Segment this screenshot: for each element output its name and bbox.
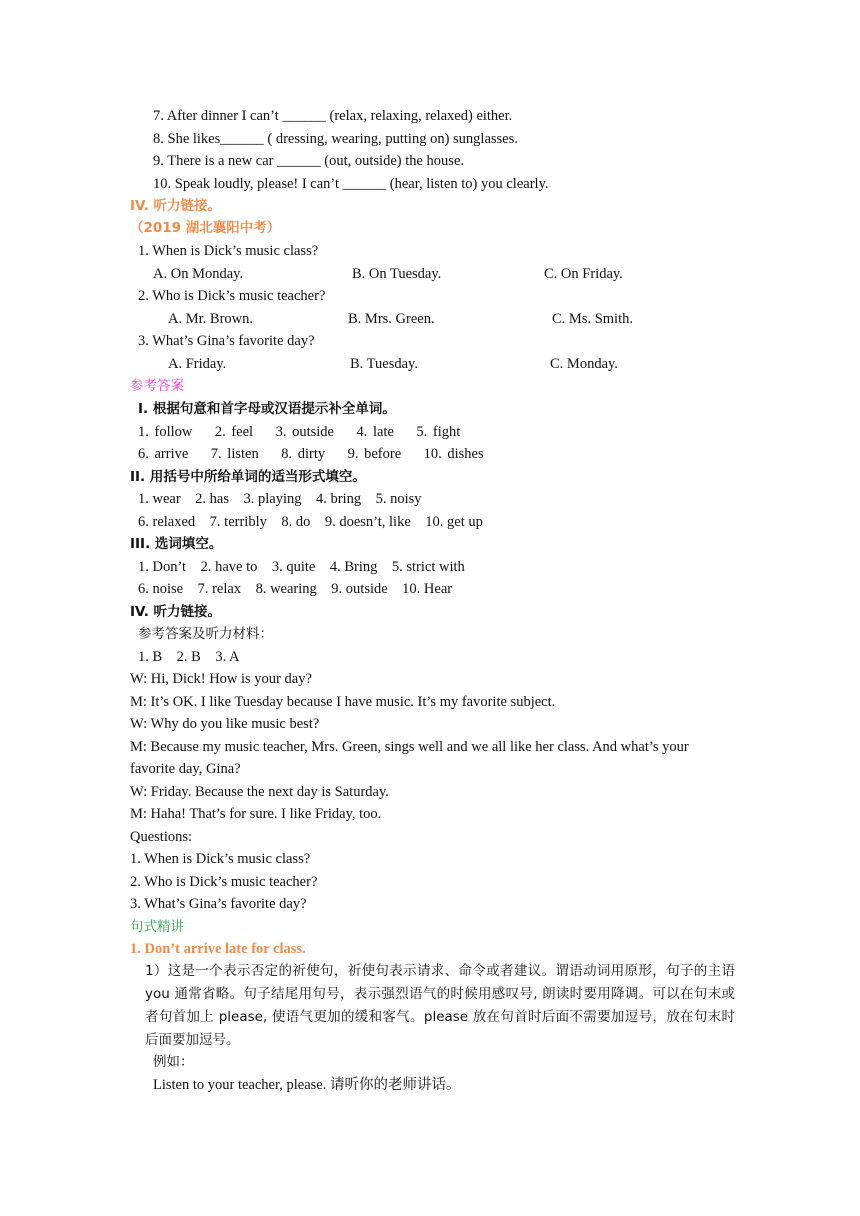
answers-part1-heading: I. 根据句意和首字母或汉语提示补全单词。 [138, 401, 396, 417]
transcript-line: W: Friday. Because the next day is Saturday. [130, 784, 389, 800]
exercise-item-10: 10. Speak loudly, please! I can’t ______ (hear, listen to) you clearly. [153, 176, 549, 192]
answers-part2-row2: 6. relaxed 7. terribly 8. do 9. doesn’t, like 10. get up [138, 514, 483, 530]
answers-part1-row2: 6. arrive 7. listen 8. dirty 9. before 10. dishes [138, 446, 484, 462]
exercise-item-8: 8. She likes______ ( dressing, wearing, putting on) sunglasses. [153, 131, 518, 147]
listening-question-3: 3. What’s Gina’s favorite day? [138, 333, 315, 349]
answers-part3-row1: 1. Don’t 2. have to 3. quite 4. Bring 5. strict with [138, 559, 465, 575]
answers-part2-heading: II. 用括号中所给单词的适当形式填空。 [130, 469, 366, 485]
answers-part3-row2: 6. noise 7. relax 8. wearing 9. outside 10. Hear [138, 581, 453, 597]
option-1b: B. On Tuesday. [352, 266, 442, 282]
option-3b: B. Tuesday. [350, 356, 418, 372]
section-iv-title: IV. 听力链接。 [130, 198, 222, 214]
option-2a: A. Mr. Brown. [168, 311, 253, 327]
option-1c: C. On Friday. [544, 266, 623, 282]
answers-part4-sub: 参考答案及听力材料： [138, 626, 273, 642]
listening-question-1: 1. When is Dick’s music class? [138, 243, 319, 259]
answers-title: 参考答案 [130, 378, 184, 394]
option-1a: A. On Monday. [153, 266, 244, 282]
transcript-line: favorite day, Gina? [130, 761, 241, 777]
transcript-line: 2. Who is Dick’s music teacher? [130, 874, 318, 890]
grammar-title: 句式精讲 [130, 919, 184, 935]
transcript-line: M: Because my music teacher, Mrs. Green, sings well and we all like her class. And what’s your [130, 739, 689, 755]
option-2c: C. Ms. Smith. [552, 311, 633, 327]
option-2b: B. Mrs. Green. [348, 311, 435, 327]
transcript-line: W: Why do you like music best? [130, 716, 320, 732]
section-iv-source: （2019 湖北襄阳中考） [130, 220, 281, 236]
grammar-point-1: 1. Don’t arrive late for class. [130, 941, 306, 957]
option-3a: A. Friday. [168, 356, 227, 372]
answers-part1-row1: 1. follow 2. feel 3. outside 4. late 5. fight [138, 424, 461, 440]
example-sentence: Listen to your teacher, please. 请听你的老师讲话。 [153, 1077, 461, 1093]
exercise-item-9: 9. There is a new car ______ (out, outside) the house. [153, 153, 464, 169]
example-label: 例如： [153, 1054, 194, 1070]
option-3c: C. Monday. [550, 356, 618, 372]
transcript-line: Questions: [130, 829, 193, 845]
exercise-item-7: 7. After dinner I can’t ______ (relax, relaxing, relaxed) either. [153, 108, 513, 124]
answers-part4-row1: 1. B 2. B 3. A [138, 649, 240, 665]
answers-part4-heading: IV. 听力链接。 [130, 604, 222, 620]
grammar-explanation: 1）这是一个表示否定的祈使句，祈使句表示请求、命令或者建议。谓语动词用原形，句子的主语 you 通常省略。句子结尾用句号，表示强烈语气的时候用感叹号, 朗读时要用降调。可以在句末或者句首加上 please, 使语气更加的缓和客气。please 放在句首时后面不需要加逗号，放在句末时后面要加逗号。 [145, 963, 735, 1048]
answers-part2-row1: 1. wear 2. has 3. playing 4. bring 5. noisy [138, 491, 422, 507]
answers-part3-heading: III. 选词填空。 [130, 536, 223, 552]
transcript-line: W: Hi, Dick! How is your day? [130, 671, 312, 687]
listening-question-2: 2. Who is Dick’s music teacher? [138, 288, 326, 304]
transcript-line: M: It’s OK. I like Tuesday because I have music. It’s my favorite subject. [130, 694, 556, 710]
transcript-line: M: Haha! That’s for sure. I like Friday, too. [130, 806, 382, 822]
transcript-line: 1. When is Dick’s music class? [130, 851, 311, 867]
transcript-line: 3. What’s Gina’s favorite day? [130, 896, 307, 912]
